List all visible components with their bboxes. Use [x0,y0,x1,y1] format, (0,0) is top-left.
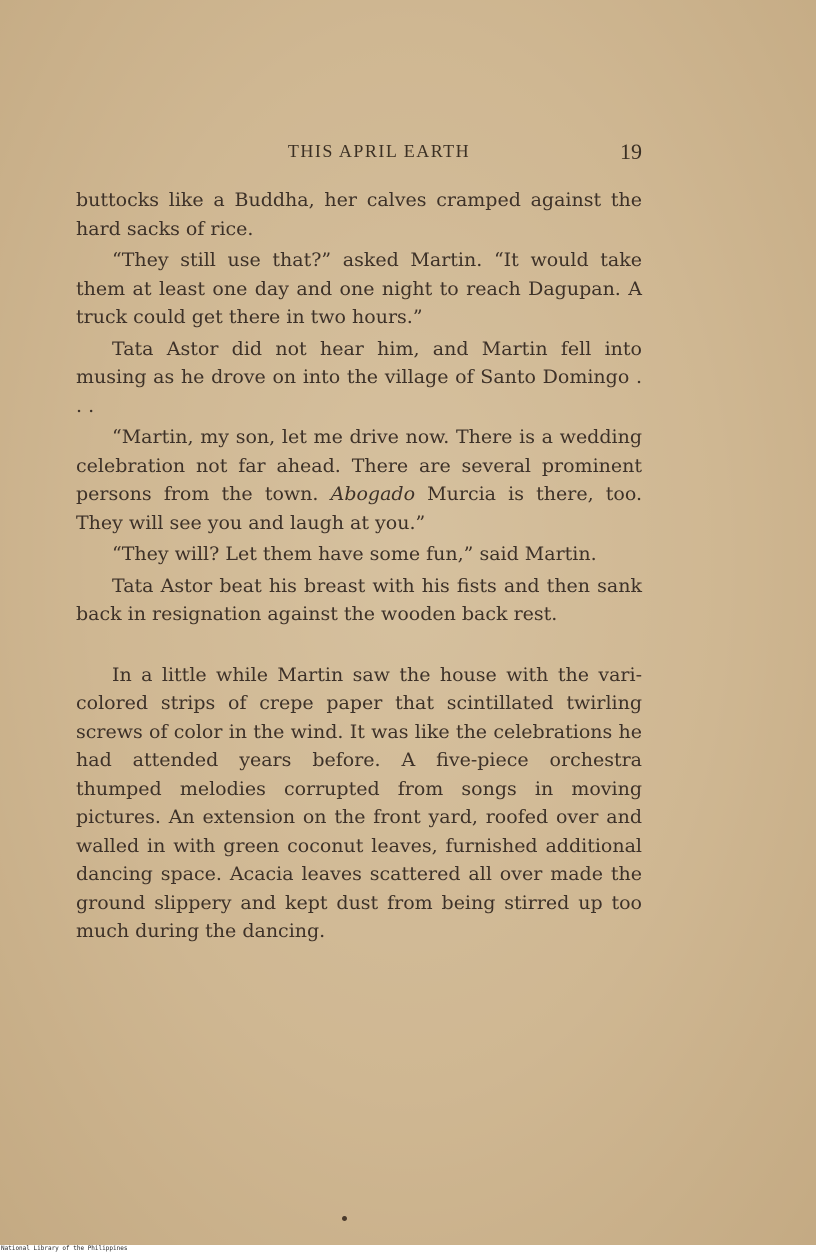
library-credit: National Library of the Philippines [1,1245,128,1252]
paragraph-text: Murcia is there, too. They will see you and laugh at you.” [76,483,642,534]
paragraph: “They still use that?” asked Martin. “It would take them at least one day and one night to reach Dagupan. A truck could get there in two hours.” [76,249,642,328]
running-title: THIS APRIL EARTH [287,141,471,161]
paragraph-continuation: buttocks like a Buddha, her calves cramped against the hard sacks of rice. [76,189,642,240]
paragraph-text: “Martin, my son, let me drive now. There is a wedding celebration not far ahead. There are several prominent persons from the town. [76,426,642,505]
footer-mark [342,1216,347,1221]
italic-term: Abogado [330,483,416,505]
page-header [76,139,642,165]
body-text [76,186,642,949]
paragraph [76,423,642,537]
paragraph-section-start: In a little while Martin saw the house with the vari-colored strips of crepe paper that scintillated twirling screws of color in the wind. It was like the celebrations he had attended years before. A five-piece orchestra thumped melodies corrupted from songs in moving pictures. An extension on the front yard, roofed over and walled in with green coconut leaves, furnished additional dancing space. Acacia leaves scattered all over made the ground slippery and kept dust from being stirred up too much during the dancing. [76,663,642,942]
paragraph: Tata Astor beat his breast with his fists and then sank back in resignation against the wooden back rest. [76,574,642,625]
page-number: 19 [620,139,642,164]
paragraph: Tata Astor did not hear him, and Martin fell into musing as he drove on into the village of Santo Domingo . . . [76,337,642,417]
paragraph: “They will? Let them have some fun,” said Martin. [112,543,597,565]
